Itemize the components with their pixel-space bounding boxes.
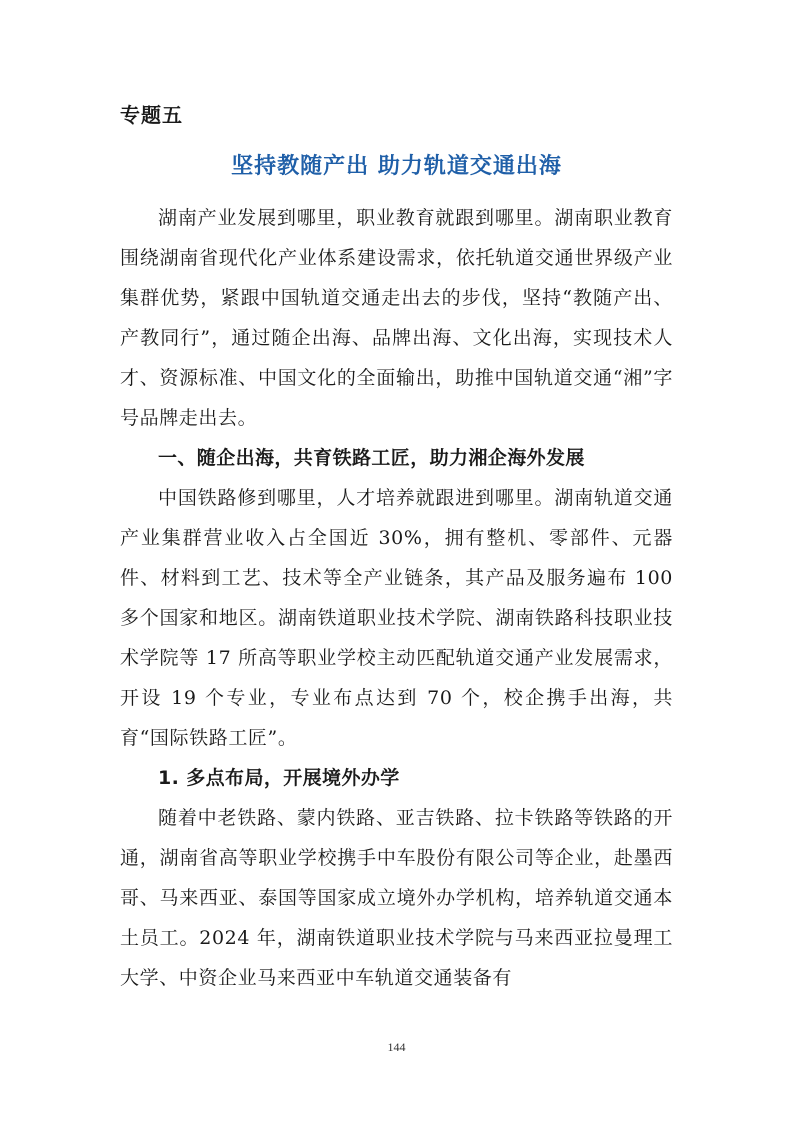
subsection-paragraph: 随着中老铁路、蒙内铁路、亚吉铁路、拉卡铁路等铁路的开通，湖南省高等职业学校携手中车股份有限公司等企业，赴墨西哥、马来西亚、泰国等国家成立境外办学机构，培养轨道交通本土员工。2024 年，湖南铁道职业技术学院与马来西亚拉曼理工大学、中资企业马来西亚中车轨道交通装备有	[120, 807, 673, 989]
page-number: 144	[387, 1040, 406, 1054]
subsection-heading: 1. 多点布局，开展境外办学	[158, 767, 400, 789]
document-body	[120, 198, 673, 998]
section-heading: 一、随企出海，共育铁路工匠，助力湘企海外发展	[158, 447, 585, 469]
section-paragraph: 中国铁路修到哪里，人才培养就跟进到哪里。湖南轨道交通产业集群营业收入占全国近 30%，拥有整机、零部件、元器件、材料到工艺、技术等全产业链条，其产品及服务遍布 100 多个国家和地区。湖南铁道职业技术学院、湖南铁路科技职业技术学院等 17 所高等职业学校主动匹配轨道交通产业发展需求，开设 19 个专业，专业布点达到 70 个，校企携手出海，共育“国际铁路工匠”。	[120, 487, 673, 749]
topic-label: 专题五	[120, 103, 183, 127]
document-title: 坚持教随产出 助力轨道交通出海	[231, 153, 562, 179]
intro-paragraph: 湖南产业发展到哪里，职业教育就跟到哪里。湖南职业教育围绕湖南省现代化产业体系建设需求，依托轨道交通世界级产业集群优势，紧跟中国轨道交通走出去的步伐，坚持“教随产出、产教同行”，通过随企出海、品牌出海、文化出海，实现技术人才、资源标准、中国文化的全面输出，助推中国轨道交通“湘”字号品牌走出去。	[120, 207, 673, 429]
